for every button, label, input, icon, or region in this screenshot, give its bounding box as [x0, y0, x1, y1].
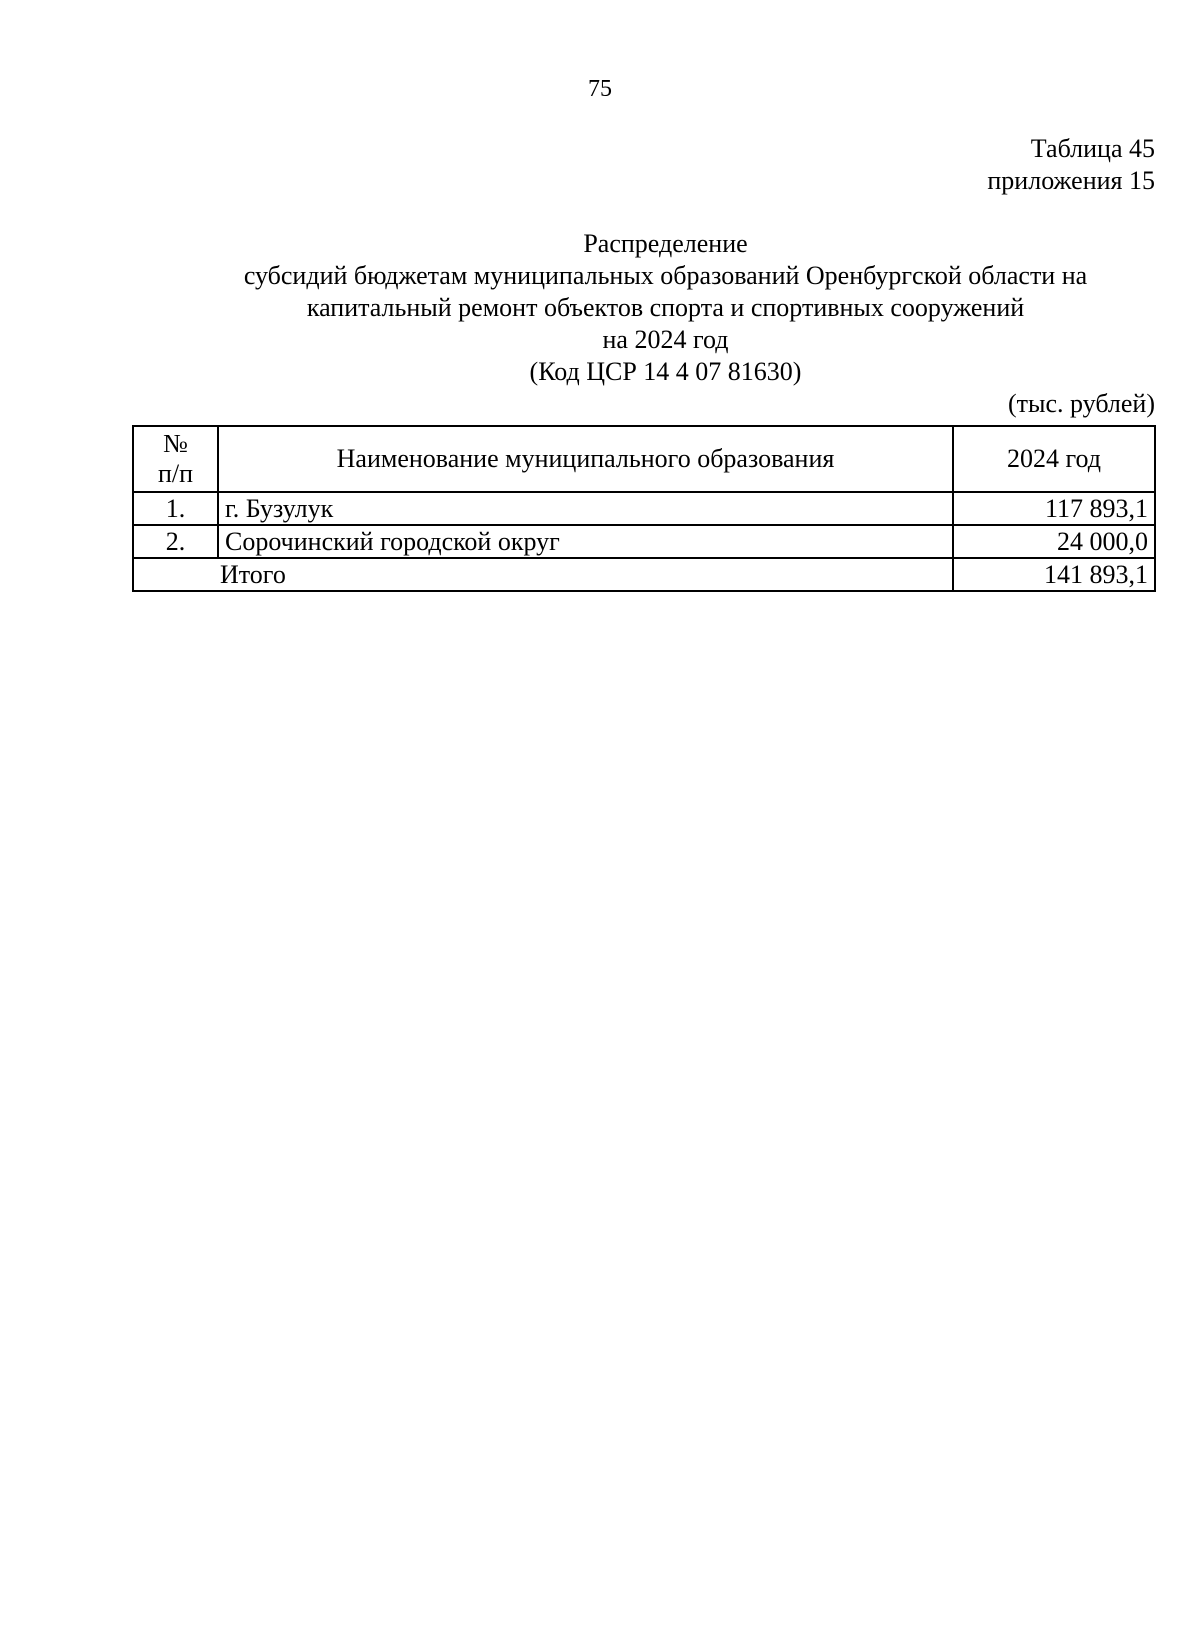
title-line-2: субсидий бюджетам муниципальных образований Оренбургской области на [243, 261, 1088, 290]
header-name: Наименование муниципального образования [218, 426, 953, 492]
header-number-line-2: п/п [157, 459, 194, 488]
header-number [133, 426, 218, 492]
total-row [133, 558, 1155, 591]
header-number-line-1: № [163, 429, 188, 458]
table-reference [987, 133, 1155, 197]
total-value: 141 893,1 [953, 558, 1155, 591]
table-row [133, 492, 1155, 525]
row-value: 24 000,0 [953, 525, 1155, 558]
title-line-3: капитальный ремонт объектов спорта и спортивных сооружений [306, 293, 1025, 322]
header-year: 2024 год [953, 426, 1155, 492]
row-name: Сорочинский городской округ [218, 525, 953, 558]
page-number: 75 [588, 76, 612, 102]
units-label: (тыс. рублей) [1007, 389, 1155, 418]
row-name: г. Бузулук [218, 492, 953, 525]
title-line-4: на 2024 год [602, 325, 729, 354]
row-number: 1. [133, 492, 218, 525]
row-number: 2. [133, 525, 218, 558]
title-line-1: Распределение [583, 229, 748, 258]
row-value: 117 893,1 [953, 492, 1155, 525]
document-title [132, 228, 1199, 388]
table-row [133, 525, 1155, 558]
table-number: Таблица 45 [1030, 134, 1155, 163]
appendix-number: приложения 15 [987, 166, 1155, 195]
title-line-5: (Код ЦСР 14 4 07 81630) [529, 357, 802, 386]
total-label: Итого [133, 558, 953, 591]
distribution-table [132, 425, 1156, 592]
table-header-row [133, 426, 1155, 492]
